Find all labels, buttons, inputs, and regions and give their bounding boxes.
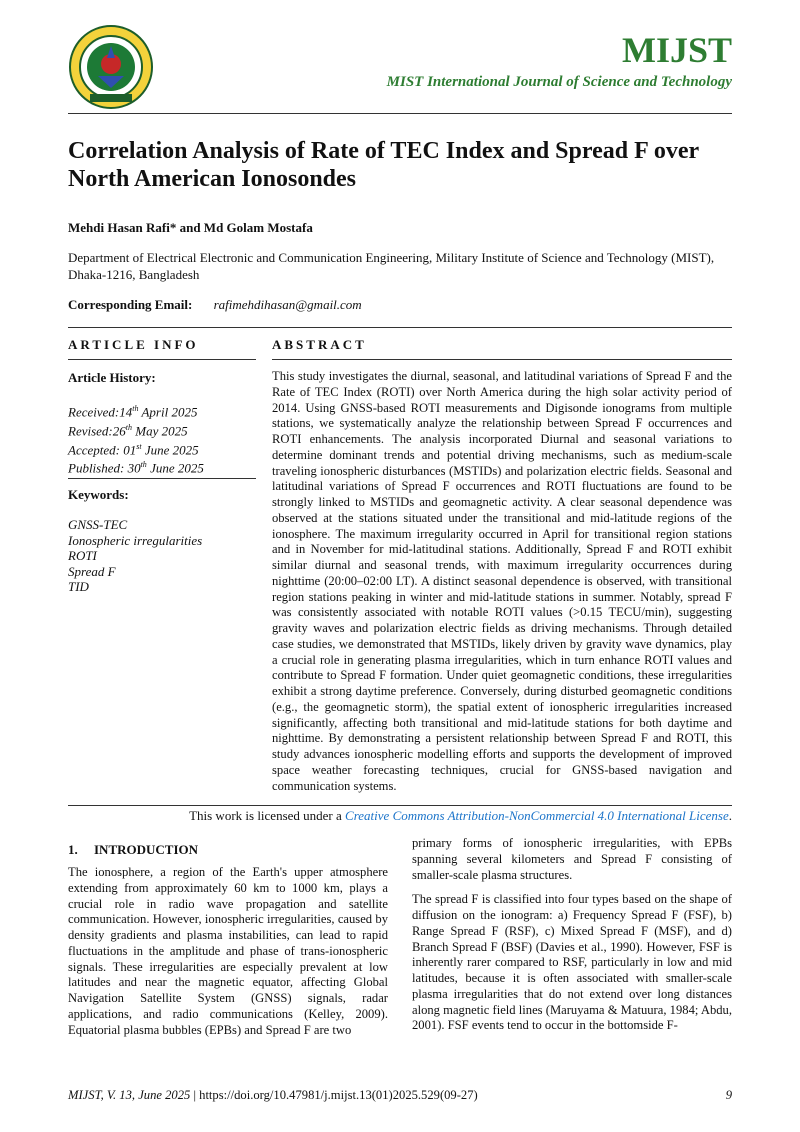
journal-full-name: MIST International Journal of Science and Technology [386,74,732,90]
article-history-dates [68,401,256,476]
keyword-item: Ionospheric irregularities [68,532,203,548]
keywords-label: Keywords: [68,487,129,502]
introduction-paragraph: The ionosphere, a region of the Earth's upper atmosphere extending from approximately 60 km to 1000 km, plays a crucial role in radio wave propagation and satellite communication. However, ionospheric irregularities, caused by density gradients and plasma instabilities, can lead to rapid fluctuations in the amplitude and phase of trans-ionospheric signals. These irregularities are especially prevalent at low latitudes and near the magnetic equator, affecting Global Navigation Satellite System (GNSS) signals, radar applications, and radio communications (Kelley, 2009). Equatorial plasma bubbles (EPBs) and Spread F are two [68,865,388,1037]
received-date: Received:14th April 2025 [68,404,198,420]
mist-seal-logo-icon [68,24,154,110]
corresponding-email-line [68,297,362,313]
footer-doi[interactable]: https://doi.org/10.47981/j.mijst.13(01)2025.529(09-27) [199,1088,478,1102]
license-link[interactable]: Creative Commons Attribution-NonCommercial 4.0 International License [345,808,729,823]
page-number: 9 [725,1088,732,1102]
abstract-heading: ABSTRACT [272,337,367,352]
license-line [68,808,732,824]
footer-citation: MIJST, V. 13, June 2025 [68,1088,191,1102]
keywords-list [68,517,256,595]
article-info-divider [68,359,256,360]
accepted-date: Accepted: 01st June 2025 [68,441,199,457]
author-affiliation: Department of Electrical Electronic and Communication Engineering, Military Institute of Science and Technology (MIST), Dhaka-1216, Bangladesh [68,250,715,282]
footer-separator: | [190,1088,200,1102]
article-info-heading: ARTICLE INFO [68,337,199,352]
header-divider [68,113,732,114]
journal-brand [387,30,732,91]
abstract-text: This study investigates the diurnal, seasonal, and latitudinal variations of Spread F and the Rate of TEC Index (ROTI) over North America during the high solar activity period of 2014. Using GNSS-based ROTI measurements and Digisonde ionograms from multiple stations, we systematically analyze the relationship between Spread F occurrences and ROTI enhancements. The analysis incorporated Diurnal and seasonal variations to determine dominant trends and potential driving mechanisms, such as medium-scale traveling ionospheric disturbances (MSTIDs) and polarization electric fields. Seasonal and latitudinal variations of Spread F occurrences and ROTI fluctuations are found to be strongly linked to MSTIDs and geomagnetic activity. A clear seasonal dependence was observed at the stations situated under the transitional and mid-latitude regions of the ionosphere. The maximum irregularity occurred in April for transitional region stations and in November for mid-latitudinal stations. Additionally, Spread F and ROTI exhibit similar diurnal and seasonal trends, with maximum irregularity occurrences during nighttime (20:00–02:00 LT). A distinct seasonal dependence is observed, with transitional region stations peaking in winter and mid-latitude stations in summer. Notably, spread F was consistently associated with notable ROTI values (>0.15 TECU/min), suggesting gravity waves and polarization electric fields as driving mechanisms. Through detailed case studies, we demonstrated that MSTIDs, likely driven by gravity wave dynamics, play a crucial role in generating plasma irregularities, which in turn enhance ROTI values and contribute to Spread F formation. Under quiet geomagnetic conditions, these irregularities exhibit a strong daytime preference. Conversely, during disturbed geomagnetic conditions (e.g., the geomagnetic storm), the spatial extent of ionospheric irregularities increased significantly, affecting both transitional and mid-latitude stations for both daytime and nighttime. By demonstrating a persistent relationship between Spread F and ROTI, this study advances ionospheric modelling efforts and supports the development of improved space weather forecasting techniques, crucial for GNSS-based navigation and communication systems. [272,369,732,793]
page-footer [68,1088,732,1103]
corresponding-email-address[interactable]: rafimehdihasan@gmail.com [213,297,362,312]
introduction-column-2 [412,836,732,1043]
article-title: Correlation Analysis of Rate of TEC Index and Spread F over North American Ionosondes [68,138,699,192]
keyword-item: GNSS-TEC [68,517,128,532]
journal-logo [68,24,154,110]
article-history-label: Article History: [68,370,156,385]
introduction-heading: 1. INTRODUCTION [68,842,199,857]
license-suffix: . [728,808,732,823]
info-divider-top [68,327,732,328]
introduction-paragraph: The spread F is classified into four types based on the shape of diffusion on the ionogram: a) Frequency Spread F (FSF), b) Range Spread F (RSF), c) Mixed Spread F (MSF), and d) Branch Spread F (BSF) (Davies et al., 1990). However, FSF is inherently rarer compared to RSF, particularly in low and mid latitudes, because it is often associated with smaller-scale plasma irregularities that do not extend over long distances along magnetic field lines (Maruyama & Matuura, 1984; Abdu, 2001). FSF events tend to occur in the bottomside F- [412,892,732,1033]
journal-short-name: MIJST [621,30,732,70]
license-prefix: This work is licensed under a [189,808,346,823]
article-authors: Mehdi Hasan Rafi* and Md Golam Mostafa [68,220,313,235]
keyword-item: Spread F [68,563,116,579]
abstract-divider [272,359,732,360]
corresponding-email-label: Corresponding Email: [68,297,193,312]
revised-date: Revised:26th May 2025 [68,422,188,439]
introduction-paragraph: primary forms of ionospheric irregularities, with EPBs spanning several kilometers and Spread F consisting of smaller-scale plasma structures. [412,836,732,882]
keyword-item: TID [68,579,89,594]
introduction-column-1 [68,865,388,1038]
keywords-divider [68,478,256,479]
published-date: Published: 30th June 2025 [68,460,204,476]
abstract-bottom-divider [68,805,732,806]
keyword-item: ROTI [68,548,97,563]
